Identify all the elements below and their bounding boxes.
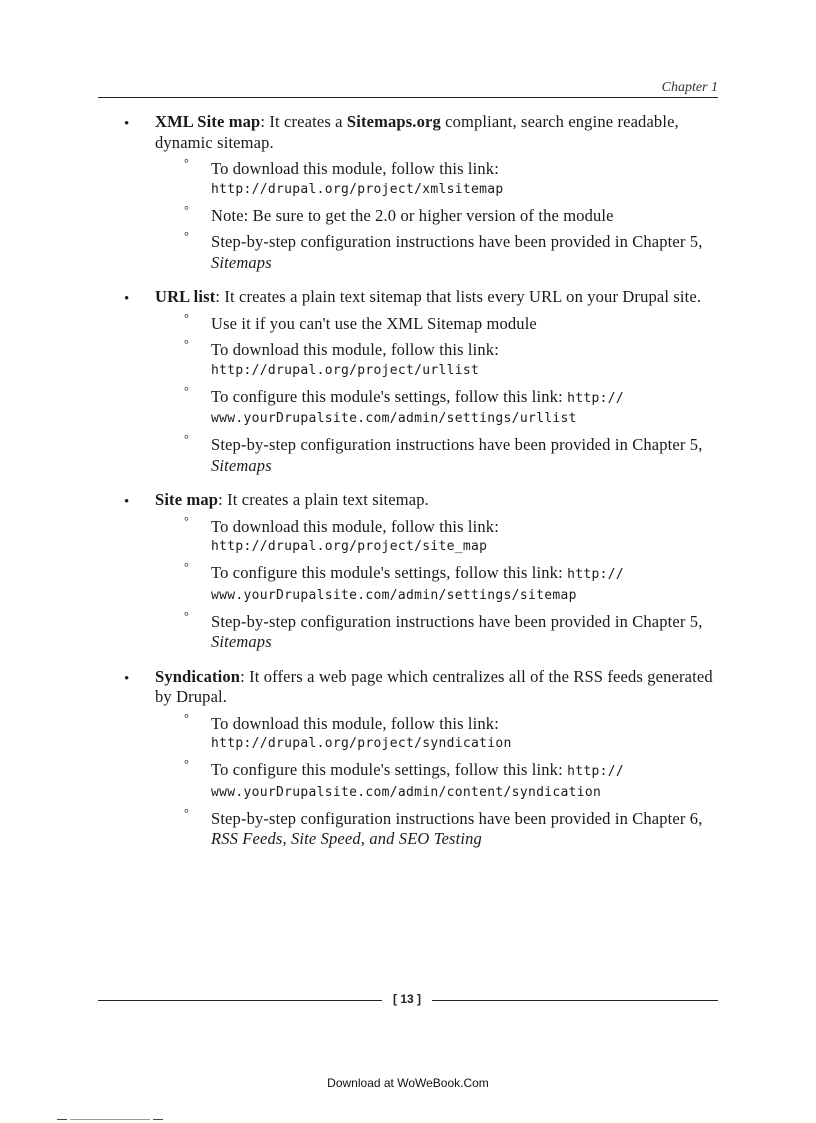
circle-bullet-icon: ° [184,383,189,398]
item-term: XML Site map [155,112,261,131]
circle-bullet-icon: ° [184,156,189,170]
running-head-chapter: Chapter 1 [661,80,718,95]
chapter-reference: Sitemaps [211,632,272,651]
sub-item: ° Use it if you can't use the XML Sitemap module [184,310,537,333]
item-description: Syndication: It offers a web page which centralizes all of the RSS feeds generated by Drupal. [155,666,713,706]
page-number: [ 13 ] [392,992,421,1006]
chapter-reference: Sitemaps [211,455,272,475]
sub-item: ° To download this module, follow this link: http://drupal.org/project/site_map [211,517,718,558]
sub-item: ° To configure this module's settings, follow this link: http:// www.yourDrupalsite.com/admin/settings/sitemap [211,563,718,606]
sub-item: ° To configure this module's settings, follow this link: http:// www.yourDrupalsite.com/admin/settings/urllist [211,387,718,430]
circle-bullet-icon: ° [184,710,189,725]
bullet-icon: • [124,116,130,132]
settings-link-prefix[interactable]: http:// [567,390,624,406]
list-item-syndication [98,667,718,850]
module-list [98,112,718,864]
circle-bullet-icon: ° [184,310,189,325]
scan-artifact-left [57,1119,67,1120]
settings-link[interactable]: www.yourDrupalsite.com/admin/content/syndication [211,784,602,800]
settings-link[interactable]: www.yourDrupalsite.com/admin/settings/sitemap [211,587,577,603]
sub-item: ° To download this module, follow this link: http://drupal.org/project/syndication [211,714,718,755]
module-link[interactable]: http://drupal.org/project/syndication [211,736,512,751]
module-link[interactable]: http://drupal.org/project/urllist [211,362,480,378]
module-link[interactable]: http://drupal.org/project/site_map [211,539,488,554]
settings-link-prefix[interactable]: http:// [567,567,624,582]
settings-link[interactable]: www.yourDrupalsite.com/admin/settings/urllist [211,411,577,426]
sub-item: ° Step-by-step configuration instructions have been provided in Chapter 5, Sitemaps [184,432,703,475]
settings-link-prefix[interactable]: http:// [567,764,624,779]
circle-bullet-icon: ° [184,513,189,528]
sub-item: ° Step-by-step configuration instructions have been provided in Chapter 5, Sitemaps [184,608,703,651]
item-description: URL list: It creates a plain text sitemap that lists every URL on your Drupal site. [155,287,702,306]
circle-bullet-icon: ° [184,202,189,217]
sub-list [155,513,718,653]
footer-rule-right [432,1000,718,1001]
sub-item: ° To configure this module's settings, follow this link: http:// www.yourDrupalsite.com/admin/content/syndication [211,760,718,803]
sub-list [155,156,718,273]
item-term: Syndication [155,666,241,686]
circle-bullet-icon: ° [184,432,189,446]
list-item-xml-site-map [98,112,718,273]
scan-artifact-right [153,1119,163,1120]
circle-bullet-icon: ° [184,560,189,574]
sub-item: ° Step-by-step configuration instructions have been provided in Chapter 5, Sitemaps [184,229,703,272]
circle-bullet-icon: ° [184,608,189,623]
scan-artifact-dots [70,1119,150,1120]
sub-list [155,710,718,850]
list-item-url-list [98,287,718,476]
circle-bullet-icon: ° [184,757,189,771]
footer-rule-left [98,1000,382,1001]
sitemaps-org-term: Sitemaps.org [346,112,441,131]
circle-bullet-icon: ° [184,229,189,243]
circle-bullet-icon: ° [184,805,189,820]
sub-list [155,310,718,477]
item-term: URL list [155,287,216,306]
item-term: Site map [155,490,219,509]
download-note: Download at WoWeBook.Com [327,1076,489,1090]
bullet-icon: • [124,494,130,510]
circle-bullet-icon: ° [184,337,189,351]
header-rule [98,97,718,98]
sub-item: ° Note: Be sure to get the 2.0 or higher version of the module [184,202,614,225]
sub-item: ° To download this module, follow this link: http://drupal.org/project/xmlsitemap [211,159,718,200]
sub-item: ° To download this module, follow this link: http://drupal.org/project/urllist [211,340,718,381]
module-link[interactable]: http://drupal.org/project/xmlsitemap [211,181,504,197]
item-description: Site map: It creates a plain text sitemap. [155,490,429,509]
list-item-site-map [98,490,718,653]
chapter-reference: Sitemaps [211,252,272,272]
chapter-reference: RSS Feeds, Site Speed, and SEO Testing [211,829,482,848]
sub-item: ° Step-by-step configuration instructions have been provided in Chapter 6, RSS Feeds, Site Speed, and SEO Testing [184,805,703,848]
item-description: XML Site map: It creates a Sitemaps.org compliant, search engine readable, dynamic sitemap. [155,112,679,152]
bullet-icon: • [124,670,130,687]
bullet-icon: • [124,291,130,307]
